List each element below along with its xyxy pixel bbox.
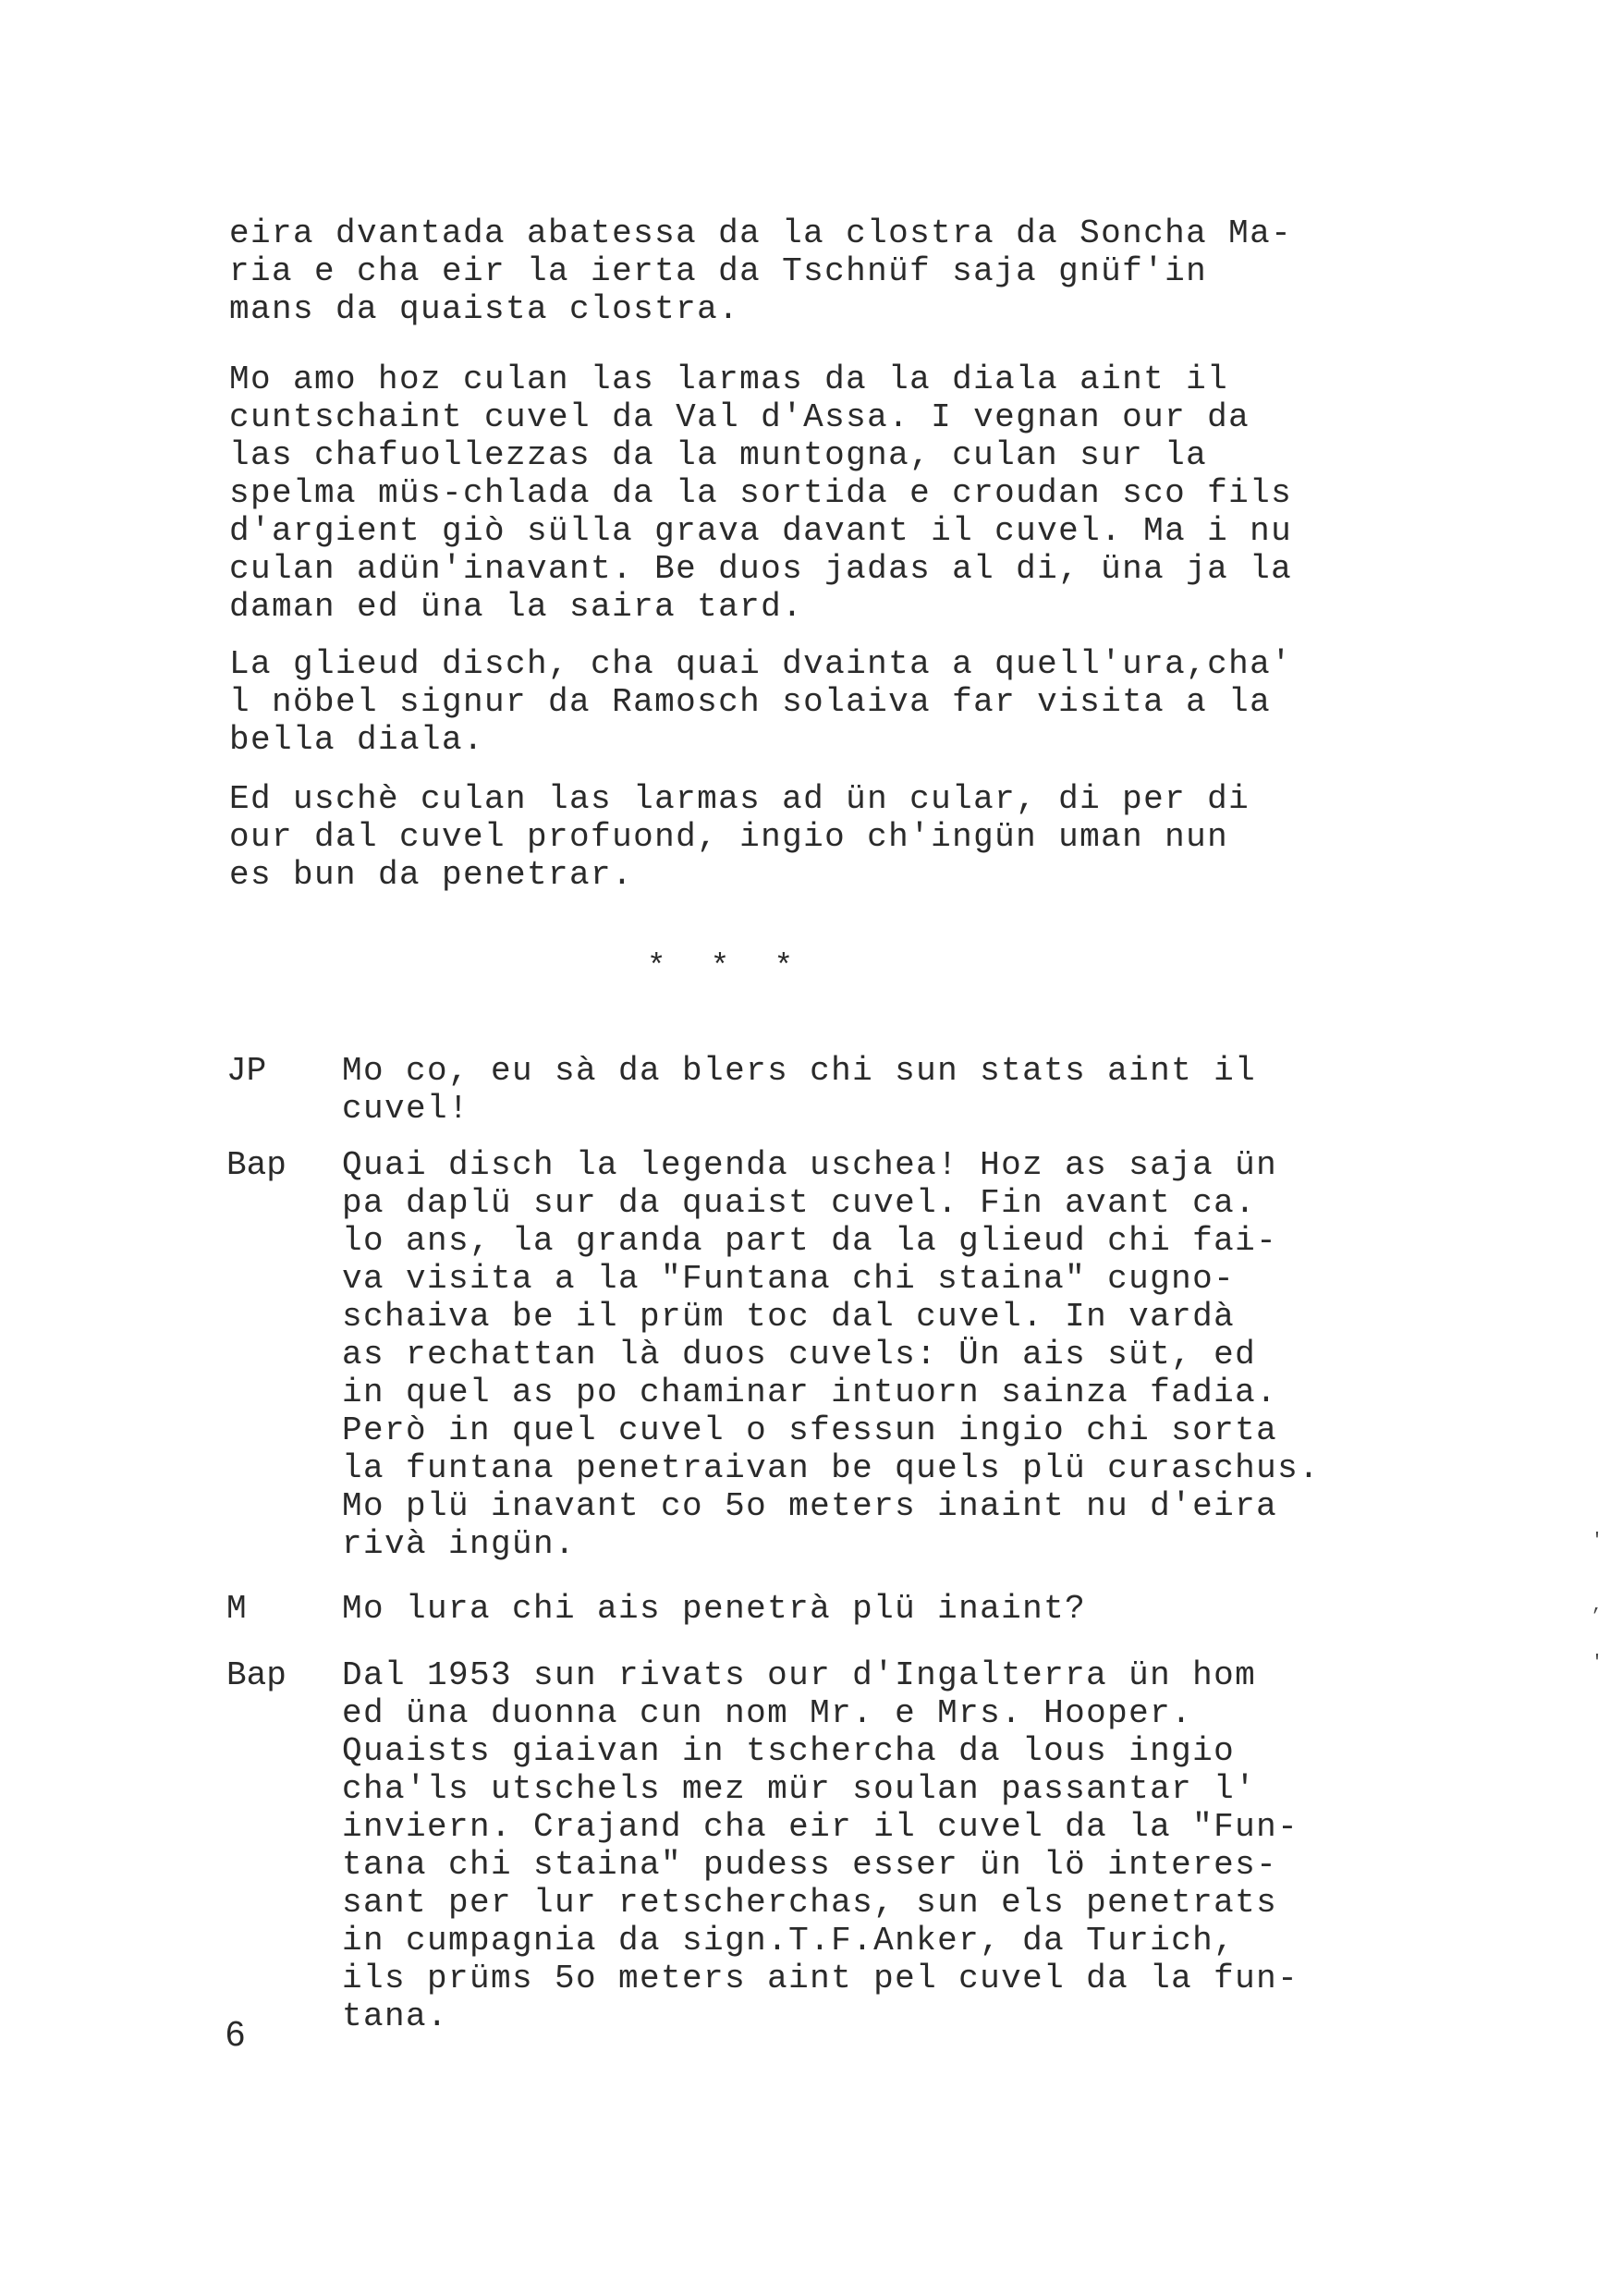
text-line: Però in quel cuvel o sfessun ingio chi sorta xyxy=(342,1411,1278,1449)
text-line: Mo lura chi ais penetrà plü inaint? xyxy=(342,1590,1087,1628)
text-line: culan adün'inavant. Be duos jadas al di, üna ja la xyxy=(229,550,1293,588)
text-line: cuntschaint cuvel da Val d'Assa. I vegnan our da xyxy=(229,398,1250,436)
text-line: Quaists giaivan in tschercha da lous ingio xyxy=(342,1732,1236,1770)
text-line: our dal cuvel profuond, ingio ch'ingün uman nun xyxy=(229,818,1229,856)
text-line: tana chi staina" pudess esser ün lö interes- xyxy=(342,1846,1278,1884)
text-line: ed üna duonna cun nom Mr. e Mrs. Hooper. xyxy=(342,1694,1193,1732)
speaker-label: JP xyxy=(226,1052,267,1090)
text-line: ria e cha eir la ierta da Tschnüf saja gnüf'in xyxy=(229,252,1208,290)
text-line: spelma müs-chlada da la sortida e croudan sco fils xyxy=(229,474,1293,512)
page-number: 6 xyxy=(226,2015,246,2054)
section-separator: * * * xyxy=(647,950,807,985)
text-line: cuvel! xyxy=(342,1090,470,1128)
text-line: pa daplü sur da quaist cuvel. Fin avant ca. xyxy=(342,1184,1257,1222)
text-line: Mo co, eu sà da blers chi sun stats aint il xyxy=(342,1052,1257,1090)
text-line: inviern. Crajand cha eir il cuvel da la "Fun- xyxy=(342,1808,1299,1846)
text-line: Mo amo hoz culan las larmas da la diala aint il xyxy=(229,360,1229,398)
text-line: cha'ls utschels mez mür soulan passantar l' xyxy=(342,1770,1257,1808)
text-line: daman ed üna la saira tard. xyxy=(229,588,804,626)
text-line: bella diala. xyxy=(229,721,485,759)
margin-mark: ' xyxy=(1592,1653,1604,1674)
speaker-label: Bap xyxy=(226,1656,287,1694)
text-line: Quai disch la legenda uschea! Hoz as saja ün xyxy=(342,1146,1278,1184)
text-line: va visita a la "Funtana chi staina" cugno- xyxy=(342,1260,1236,1298)
text-line: las chafuollezzas da la muntogna, culan sur la xyxy=(229,436,1208,474)
text-line: tana. xyxy=(342,1997,449,2035)
text-line: La glieud disch, cha quai dvainta a quell'ura,cha' xyxy=(229,645,1293,683)
text-line: schaiva be il prüm toc dal cuvel. In vardà xyxy=(342,1298,1236,1336)
text-line: rivà ingün. xyxy=(342,1525,577,1563)
text-line: in cumpagnia da sign.T.F.Anker, da Turich, xyxy=(342,1922,1236,1960)
text-line: as rechattan là duos cuvels: Ün ais süt, ed xyxy=(342,1336,1257,1374)
text-line: sant per lur retscherchas, sun els penetrats xyxy=(342,1884,1278,1922)
text-line: ils prüms 5o meters aint pel cuvel da la fun- xyxy=(342,1960,1299,1997)
text-line: Dal 1953 sun rivats our d'Ingalterra ün hom xyxy=(342,1656,1257,1694)
text-line: in quel as po chaminar intuorn sainza fadia. xyxy=(342,1374,1278,1411)
margin-mark: ' xyxy=(1592,1531,1604,1552)
text-line: Mo plü inavant co 5o meters inaint nu d'eira xyxy=(342,1487,1278,1525)
text-line: eira dvantada abatessa da la clostra da Soncha Ma- xyxy=(229,214,1293,252)
text-line: d'argient giò sülla grava davant il cuvel. Ma i nu xyxy=(229,512,1293,550)
text-line: mans da quaista clostra. xyxy=(229,290,740,328)
text-line: es bun da penetrar. xyxy=(229,856,634,894)
speaker-label: M xyxy=(226,1590,247,1628)
speaker-label: Bap xyxy=(226,1146,287,1184)
text-line: l nöbel signur da Ramosch solaiva far visita a la xyxy=(229,683,1272,721)
margin-mark: , xyxy=(1592,1595,1604,1617)
text-line: lo ans, la granda part da la glieud chi fai- xyxy=(342,1222,1278,1260)
text-line: la funtana penetraivan be quels plü curaschus. xyxy=(342,1449,1321,1487)
text-line: Ed uschè culan las larmas ad ün cular, di per di xyxy=(229,780,1250,818)
